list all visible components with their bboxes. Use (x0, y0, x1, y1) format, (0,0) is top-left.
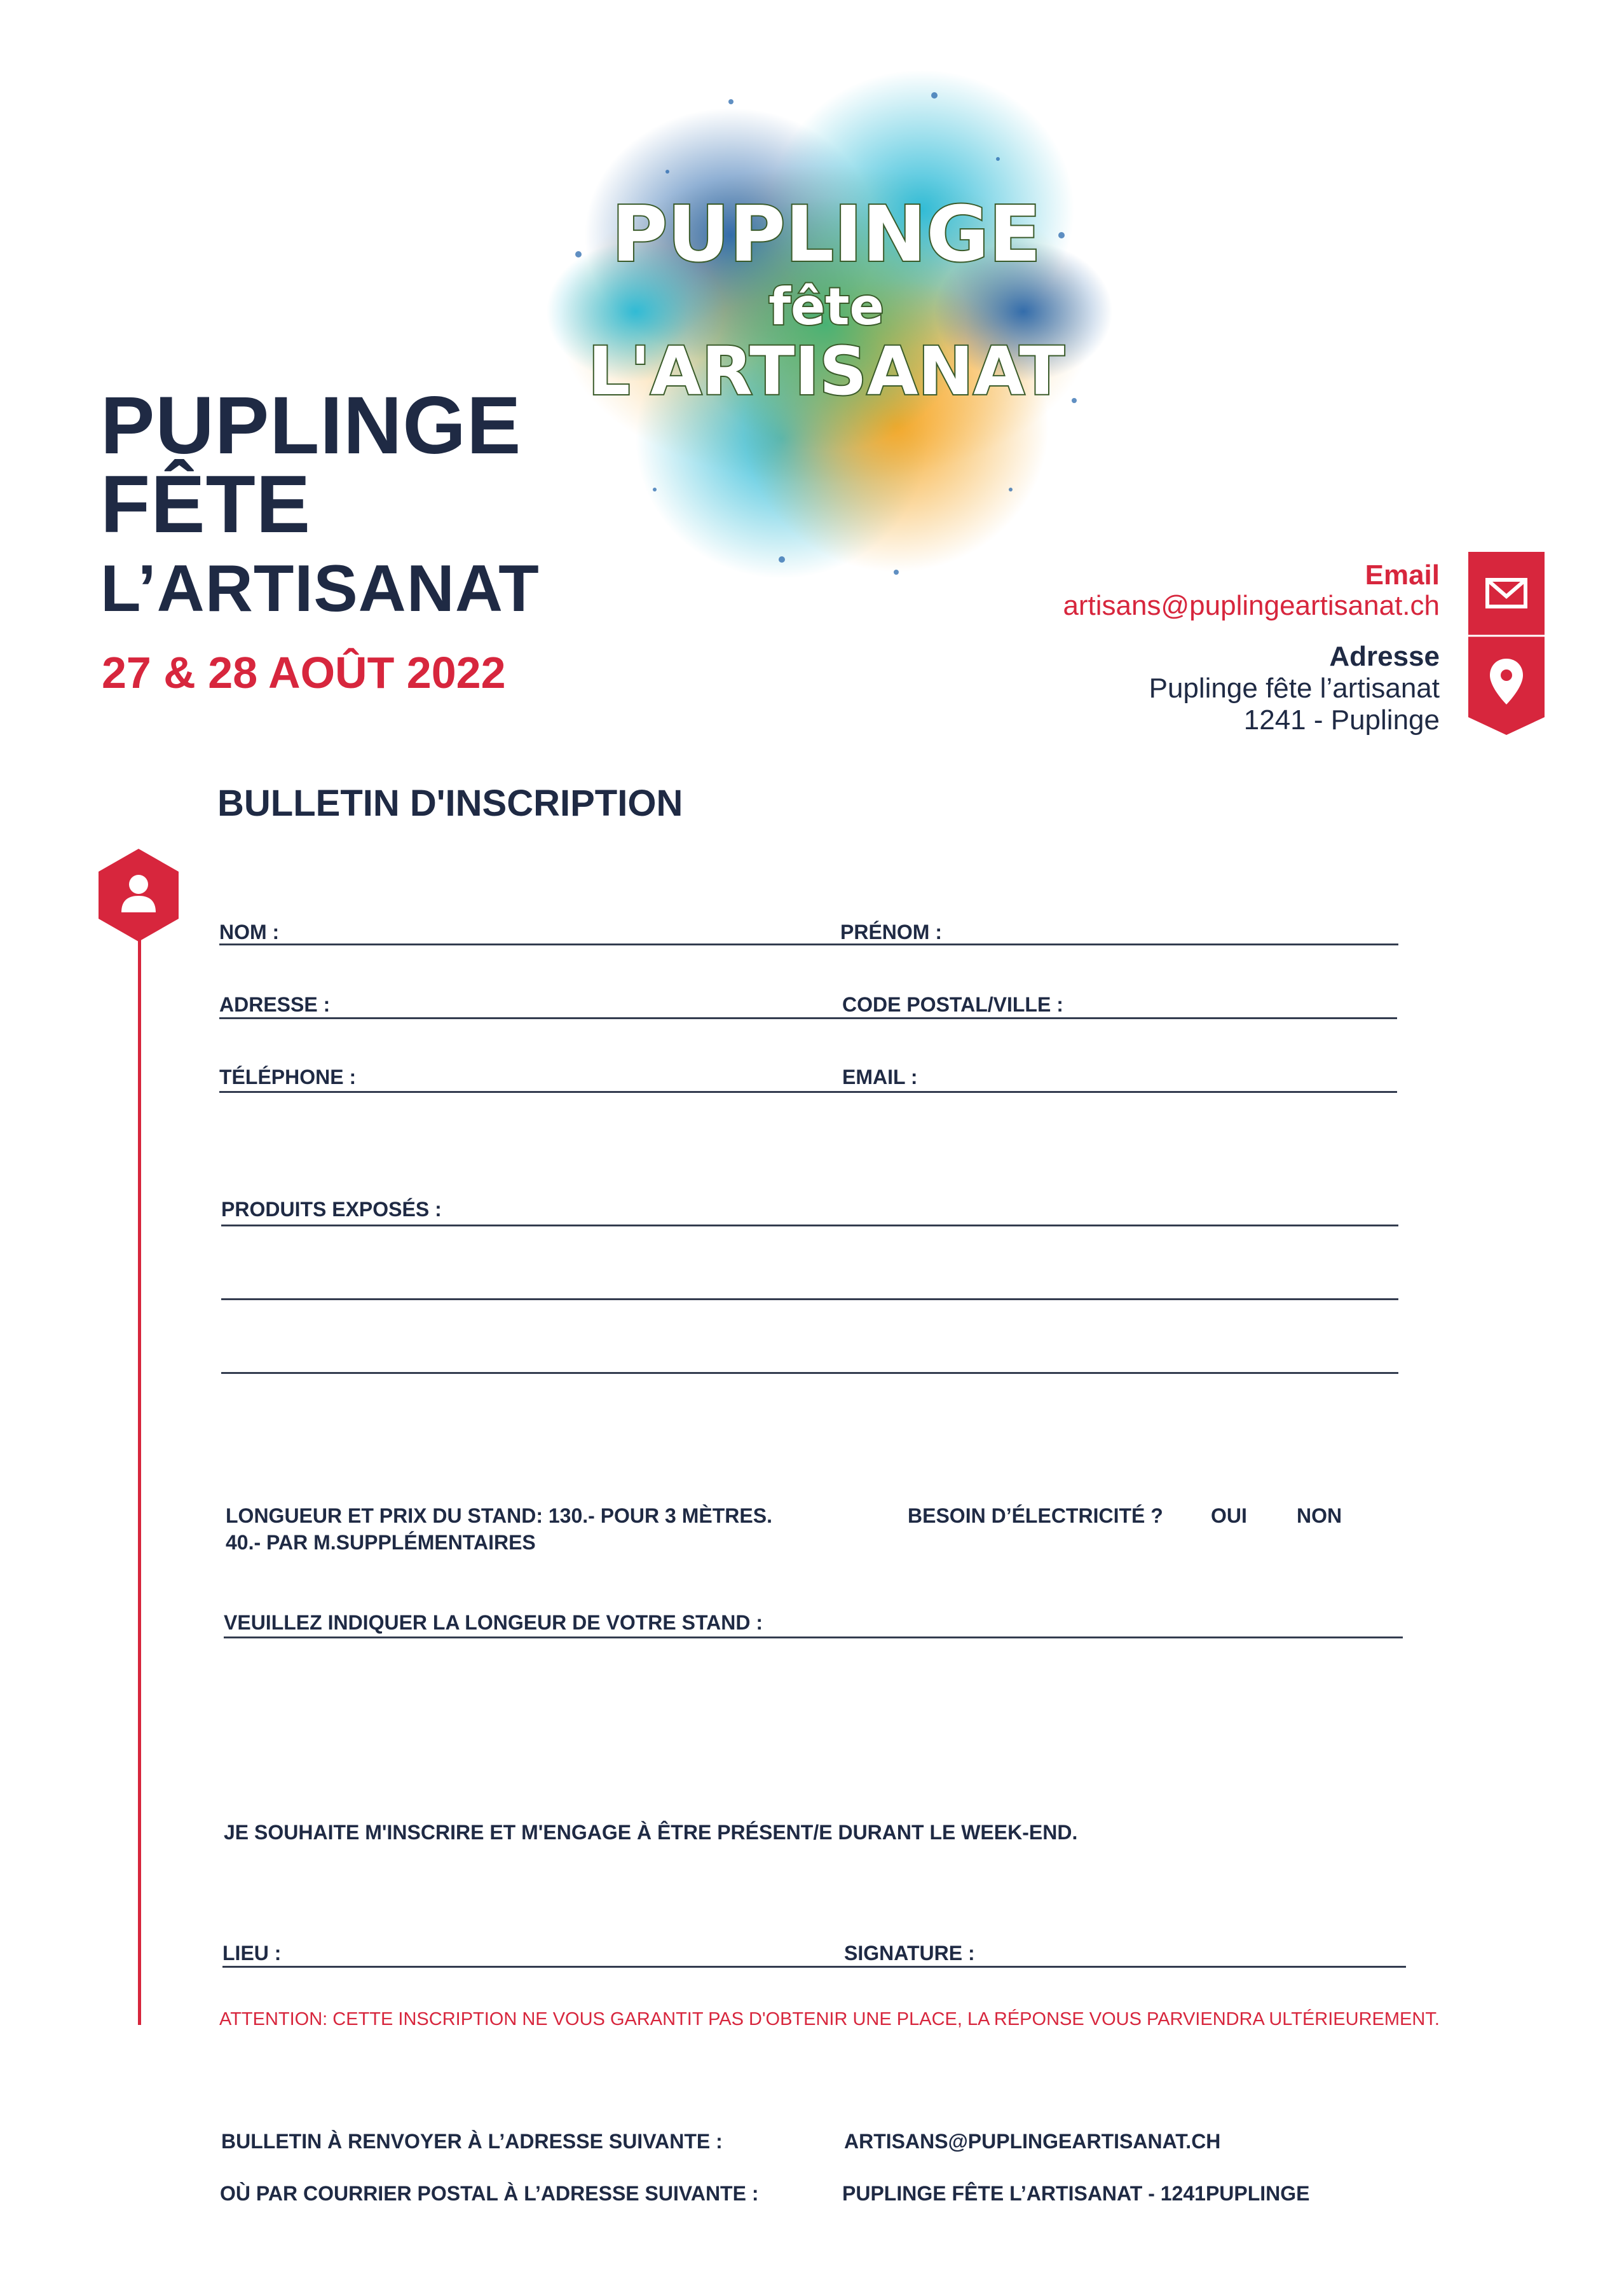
title-line-3: L’ARTISANAT (100, 552, 540, 626)
option-non[interactable]: NON (1297, 1504, 1342, 1527)
label-stand-length: VEUILLEZ INDIQUER LA LONGEUR DE VOTRE STAND : (224, 1611, 763, 1634)
title-line-1: PUPLINGE (100, 380, 522, 471)
email-label: Email (1365, 559, 1440, 591)
field-line-stand-length[interactable] (224, 1636, 1403, 1638)
label-prenom: PRÉNOM : (840, 921, 942, 943)
field-line-produits-2[interactable] (221, 1298, 1398, 1300)
field-line-adresse[interactable] (219, 1017, 1397, 1019)
contact-ribbon (1468, 552, 1545, 735)
footer-post-value: PUPLINGE FÊTE L’ARTISANAT - 1241PUPLINGE (842, 2182, 1310, 2205)
label-code-postal: CODE POSTAL/VILLE : (842, 993, 1063, 1016)
form-heading: BULLETIN D'INSCRIPTION (217, 783, 683, 824)
logo-text-artisanat: L'ARTISANAT (588, 333, 1065, 410)
address-line-2: 1241 - Puplinge (1243, 704, 1440, 736)
commitment-text: JE SOUHAITE M'INSCRIRE ET M'ENGAGE À ÊTRE PRÉSENT/E DURANT LE WEEK-END. (224, 1821, 1078, 1844)
label-nom: NOM : (219, 921, 280, 943)
label-produits: PRODUITS EXPOSÉS : (221, 1198, 442, 1221)
user-icon (99, 849, 179, 942)
option-oui[interactable]: OUI (1211, 1504, 1247, 1527)
field-line-telephone[interactable] (219, 1091, 1397, 1093)
electricity-question: BESOIN D’ÉLECTRICITÉ ? (908, 1504, 1163, 1527)
stand-price-line-1: LONGUEUR ET PRIX DU STAND: 130.- POUR 3 MÈTRES. (226, 1504, 772, 1527)
logo-text-fete: fête (768, 277, 884, 336)
event-date: 27 & 28 AOÛT 2022 (102, 648, 506, 697)
address-label: Adresse (1329, 641, 1440, 672)
footer-send-label: BULLETIN À RENVOYER À L’ADRESSE SUIVANTE : (221, 2130, 723, 2153)
footer-post-label: OÙ PAR COURRIER POSTAL À L’ADRESSE SUIVANTE : (220, 2182, 759, 2205)
event-logo (540, 45, 1112, 604)
footer-send-value[interactable]: ARTISANS@PUPLINGEARTISANAT.CH (844, 2130, 1221, 2153)
field-line-lieu-signature[interactable] (222, 1966, 1406, 1968)
logo-text-puplinge: PUPLINGE (611, 191, 1041, 279)
label-telephone: TÉLÉPHONE : (219, 1066, 357, 1088)
label-signature: SIGNATURE : (844, 1942, 975, 1965)
label-adresse: ADRESSE : (219, 993, 331, 1016)
stand-price-line-2: 40.- PAR M.SUPPLÉMENTAIRES (226, 1531, 536, 1554)
contact-email[interactable]: artisans@puplingeartisanat.ch (1063, 590, 1440, 621)
address-line-1: Puplinge fête l’artisanat (1149, 673, 1440, 704)
field-line-produits-1[interactable] (221, 1225, 1398, 1226)
title-line-2: FÊTE (100, 459, 311, 550)
field-line-produits-3[interactable] (221, 1372, 1398, 1374)
timeline-line (138, 928, 141, 2025)
field-line-nom-prenom[interactable] (219, 943, 1398, 945)
label-email: EMAIL : (842, 1066, 918, 1088)
label-lieu: LIEU : (222, 1942, 282, 1965)
attention-note: ATTENTION: CETTE INSCRIPTION NE VOUS GARANTIT PAS D'OBTENIR UNE PLACE, LA RÉPONSE VOUS PARVIENDRA ULTÉRIEUREMENT. (219, 2009, 1440, 2029)
